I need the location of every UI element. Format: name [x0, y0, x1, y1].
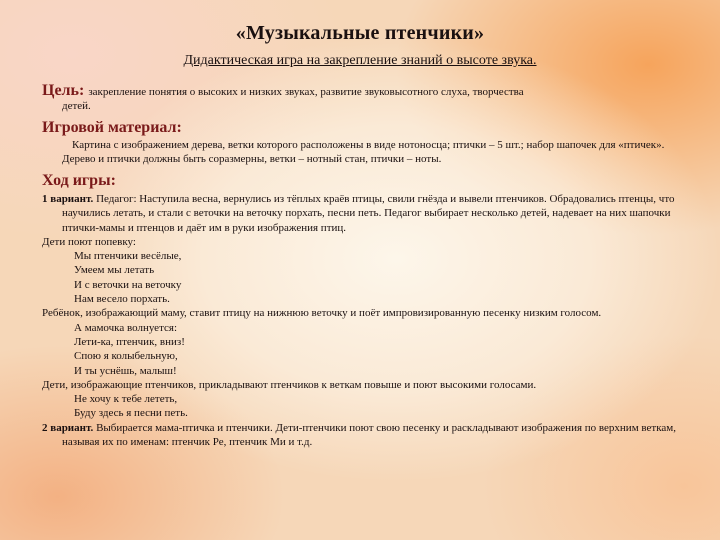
verse-line: А мамочка волнуется:: [74, 321, 178, 334]
verse-line: И ты уснёшь, малыш!: [74, 364, 177, 377]
verse-line: Буду здесь я песни петь.: [74, 407, 188, 420]
variant-1-text: Педагог: Наступила весна, вернулись из тёплых краёв птицы, свили гнёзда и вывели птенчиков. Обрадовались птенцы, что научились летать, и стали с веточки на веточку порхать, песни петь. Педагог выбирает несколько детей, надевает на них шапочки птички-мамы и птенцов и даёт им в руки изображения птиц.: [62, 193, 675, 234]
verse-line: Не хочу к тебе лететь,: [74, 393, 178, 406]
goal-label: Цель:: [42, 82, 85, 99]
content: [42, 80, 678, 449]
variant-1: [42, 192, 678, 235]
page-subtitle: Дидактическая игра на закрепление знаний о высоте звука.: [183, 53, 537, 68]
chicks-text: Дети, изображающие птенчиков, прикладывают птенчиков к веткам повыше и поют высокими голосами.: [42, 378, 537, 391]
goal-text: закрепление понятия о высоких и низких звуках, развитие звуковысотного слуха, творчества: [88, 86, 524, 98]
variant-1-label: 1 вариант.: [42, 193, 94, 205]
goal-text-continuation: детей.: [62, 100, 91, 112]
verse-line: И с веточки на веточку: [74, 278, 182, 291]
game-heading: Ход игры:: [42, 172, 116, 189]
variant-2-text: Выбирается мама-птичка и птенчики. Дети-птенчики поют свою песенку и раскладывают изображения по верхним веткам, называя их по именам: птенчик Ре, птенчик Ми и т.д.: [62, 421, 676, 449]
goal-line: [42, 82, 678, 100]
page-title: «Музыкальные птенчики»: [235, 22, 485, 44]
mother-text: Ребёнок, изображающий маму, ставит птицу на нижнюю веточку и поёт импровизированную песенку низким голосом.: [42, 307, 602, 320]
variant-2-label: 2 вариант.: [42, 421, 94, 434]
verse-line: Нам весело порхать.: [74, 293, 170, 306]
variant-2: [42, 421, 678, 450]
verse-line: Умеем мы летать: [74, 264, 155, 277]
material-text: Картина с изображением дерева, ветки которого расположены в виде нотоносца; птички – 5 шт.; набор шапочек для «птичек». Дерево и птички должны быть соразмерны, ветки – нотный стан, птички – ноты.: [62, 139, 665, 165]
verse-line: Лети-ка, птенчик, вниз!: [74, 335, 185, 348]
verse-line: Спою я колыбельную,: [74, 350, 178, 363]
material-heading: Игровой материал:: [42, 119, 182, 136]
verse-line: Мы птенчики весёлые,: [74, 250, 182, 263]
children-sing-line: Дети поют попевку:: [42, 235, 136, 248]
